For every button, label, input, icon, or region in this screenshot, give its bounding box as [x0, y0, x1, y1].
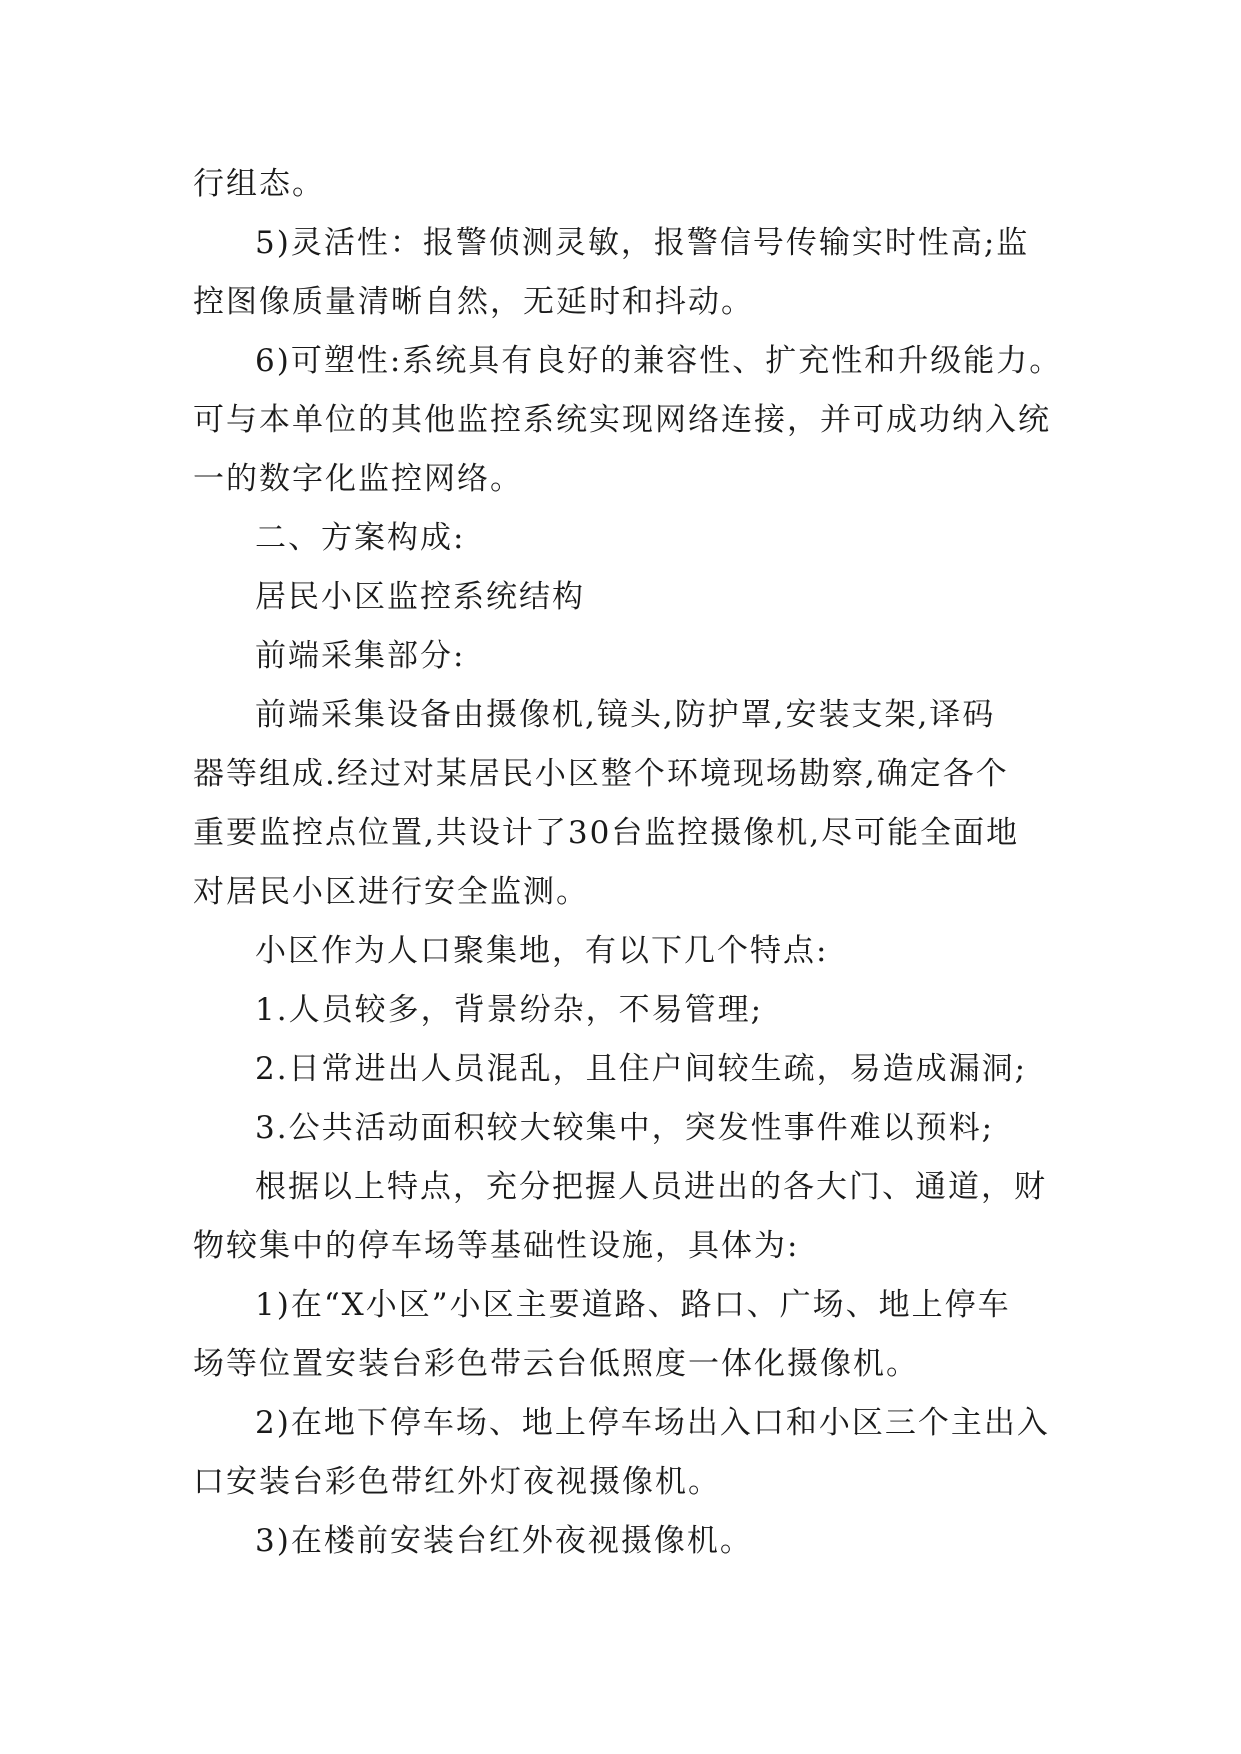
- text-line: 场等位置安装台彩色带云台低照度一体化摄像机。: [193, 1346, 919, 1382]
- text-line: 口安装台彩色带红外灯夜视摄像机。: [193, 1464, 721, 1500]
- list-item: 3)在楼前安装台红外夜视摄像机。: [255, 1523, 753, 1559]
- text-line: 5)灵活性：报警侦测灵敏，报警信号传输实时性高;监: [255, 225, 1030, 261]
- text-line: 物较集中的停车场等基础性设施，具体为:: [193, 1228, 800, 1264]
- text-line: 前端采集设备由摄像机,镜头,防护罩,安装支架,译码: [255, 697, 996, 733]
- list-item: 1.人员较多，背景纷杂，不易管理;: [255, 992, 764, 1028]
- text-line: 小区作为人口聚集地，有以下几个特点:: [255, 933, 829, 969]
- text-line: 对居民小区进行安全监测。: [193, 874, 589, 910]
- text-line: 6)可塑性:系统具有良好的兼容性、扩充性和升级能力。: [255, 343, 1063, 379]
- subheading: 前端采集部分:: [255, 638, 466, 674]
- text-line: 行组态。: [193, 166, 325, 202]
- section-heading: 二、方案构成:: [255, 520, 466, 556]
- list-item: 2)在地下停车场、地上停车场出入口和小区三个主出入: [255, 1405, 1050, 1441]
- text-line: 一的数字化监控网络。: [193, 461, 523, 497]
- text-line: 根据以上特点，充分把握人员进出的各大门、通道，财: [255, 1169, 1047, 1205]
- list-item: 1)在“X小区”小区主要道路、路口、广场、地上停车: [255, 1287, 1011, 1323]
- subheading: 居民小区监控系统结构: [255, 579, 585, 615]
- text-line: 重要监控点位置,共设计了30台监控摄像机,尽可能全面地: [193, 815, 1020, 851]
- text-line: 可与本单位的其他监控系统实现网络连接，并可成功纳入统: [193, 402, 1051, 438]
- document-page: [193, 155, 1063, 1571]
- text-line: 控图像质量清晰自然，无延时和抖动。: [193, 284, 754, 320]
- text-line: 器等组成.经过对某居民小区整个环境现场勘察,确定各个: [193, 756, 1009, 792]
- list-item: 3.公共活动面积较大较集中，突发性事件难以预料;: [255, 1110, 995, 1146]
- list-item: 2.日常进出人员混乱，且住户间较生疏，易造成漏洞;: [255, 1051, 1028, 1087]
